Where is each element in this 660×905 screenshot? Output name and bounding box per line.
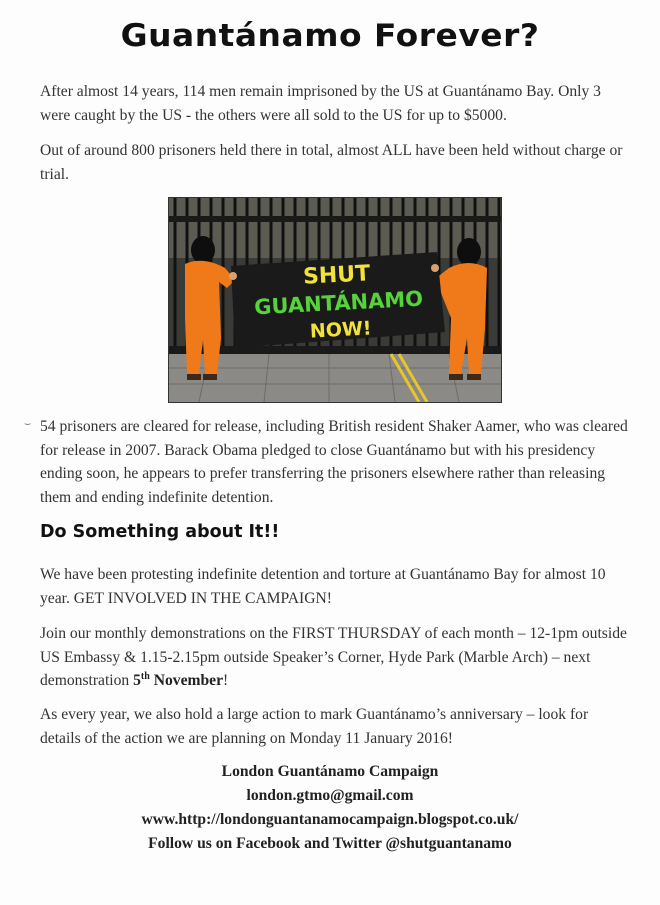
protest-paragraph: We have been protesting indefinite detention and torture at Guantánamo Bay for almost 10 year. GET INVOLVED IN THE CAMPAIGN! xyxy=(40,566,606,607)
protest-photo-illustration xyxy=(169,198,501,402)
banner-text-now: NOW! xyxy=(309,317,373,343)
demonstration-text: Join our monthly demonstrations on the FIRST THURSDAY of each month – 12-1pm outside US Embassy & 1.15-2.15pm outside Speaker’s Corner, Hyde Park (Marble Arch) – next demonstration xyxy=(40,625,627,689)
intro-paragraph-2: Out of around 800 prisoners held there in total, almost ALL have been held without charge or trial. xyxy=(40,142,623,183)
release-paragraph: 54 prisoners are cleared for release, including British resident Shaker Aamer, who was cleared for release in 2007. Barack Obama pledged to close Guantánamo but with his presidency ending soon, he appears to prefer transferring the prisoners elsewhere rather than releasing them and ending indefinite detention. xyxy=(40,418,628,506)
action-heading: Do Something about It!! xyxy=(40,522,280,542)
scan-mark: ⌣ xyxy=(24,418,32,430)
contact-email[interactable]: london.gtmo@gmail.com xyxy=(246,787,414,804)
date-day: 5 xyxy=(133,672,141,689)
demonstration-paragraph xyxy=(40,622,630,693)
banner-text-shut: SHUT xyxy=(302,261,371,290)
date-month: November xyxy=(149,672,224,689)
contact-block xyxy=(0,760,660,856)
intro-paragraph-1: After almost 14 years, 114 men remain imprisoned by the US at Guantánamo Bay. Only 3 were caught by the US - the others were all sold to the US for up to $5000. xyxy=(40,83,601,124)
page-title: Guantánamo Forever? xyxy=(120,18,540,54)
organisation-name: London Guantánamo Campaign xyxy=(221,763,439,780)
date-suffix: th xyxy=(140,670,150,682)
anniversary-paragraph: As every year, we also hold a large action to mark Guantánamo’s anniversary – look for details of the action we are planning on Monday 11 January 2016! xyxy=(40,706,589,747)
website-link[interactable]: www.http://londonguantanamocampaign.blogspot.co.uk/ xyxy=(141,811,519,828)
banner-text-guantanamo: GUANTÁNAMO xyxy=(253,286,424,320)
demonstration-end: ! xyxy=(223,672,229,689)
demonstration-date xyxy=(133,672,223,689)
social-media-line[interactable]: Follow us on Facebook and Twitter @shutguantanamo xyxy=(148,835,512,852)
protest-photo xyxy=(168,197,502,403)
